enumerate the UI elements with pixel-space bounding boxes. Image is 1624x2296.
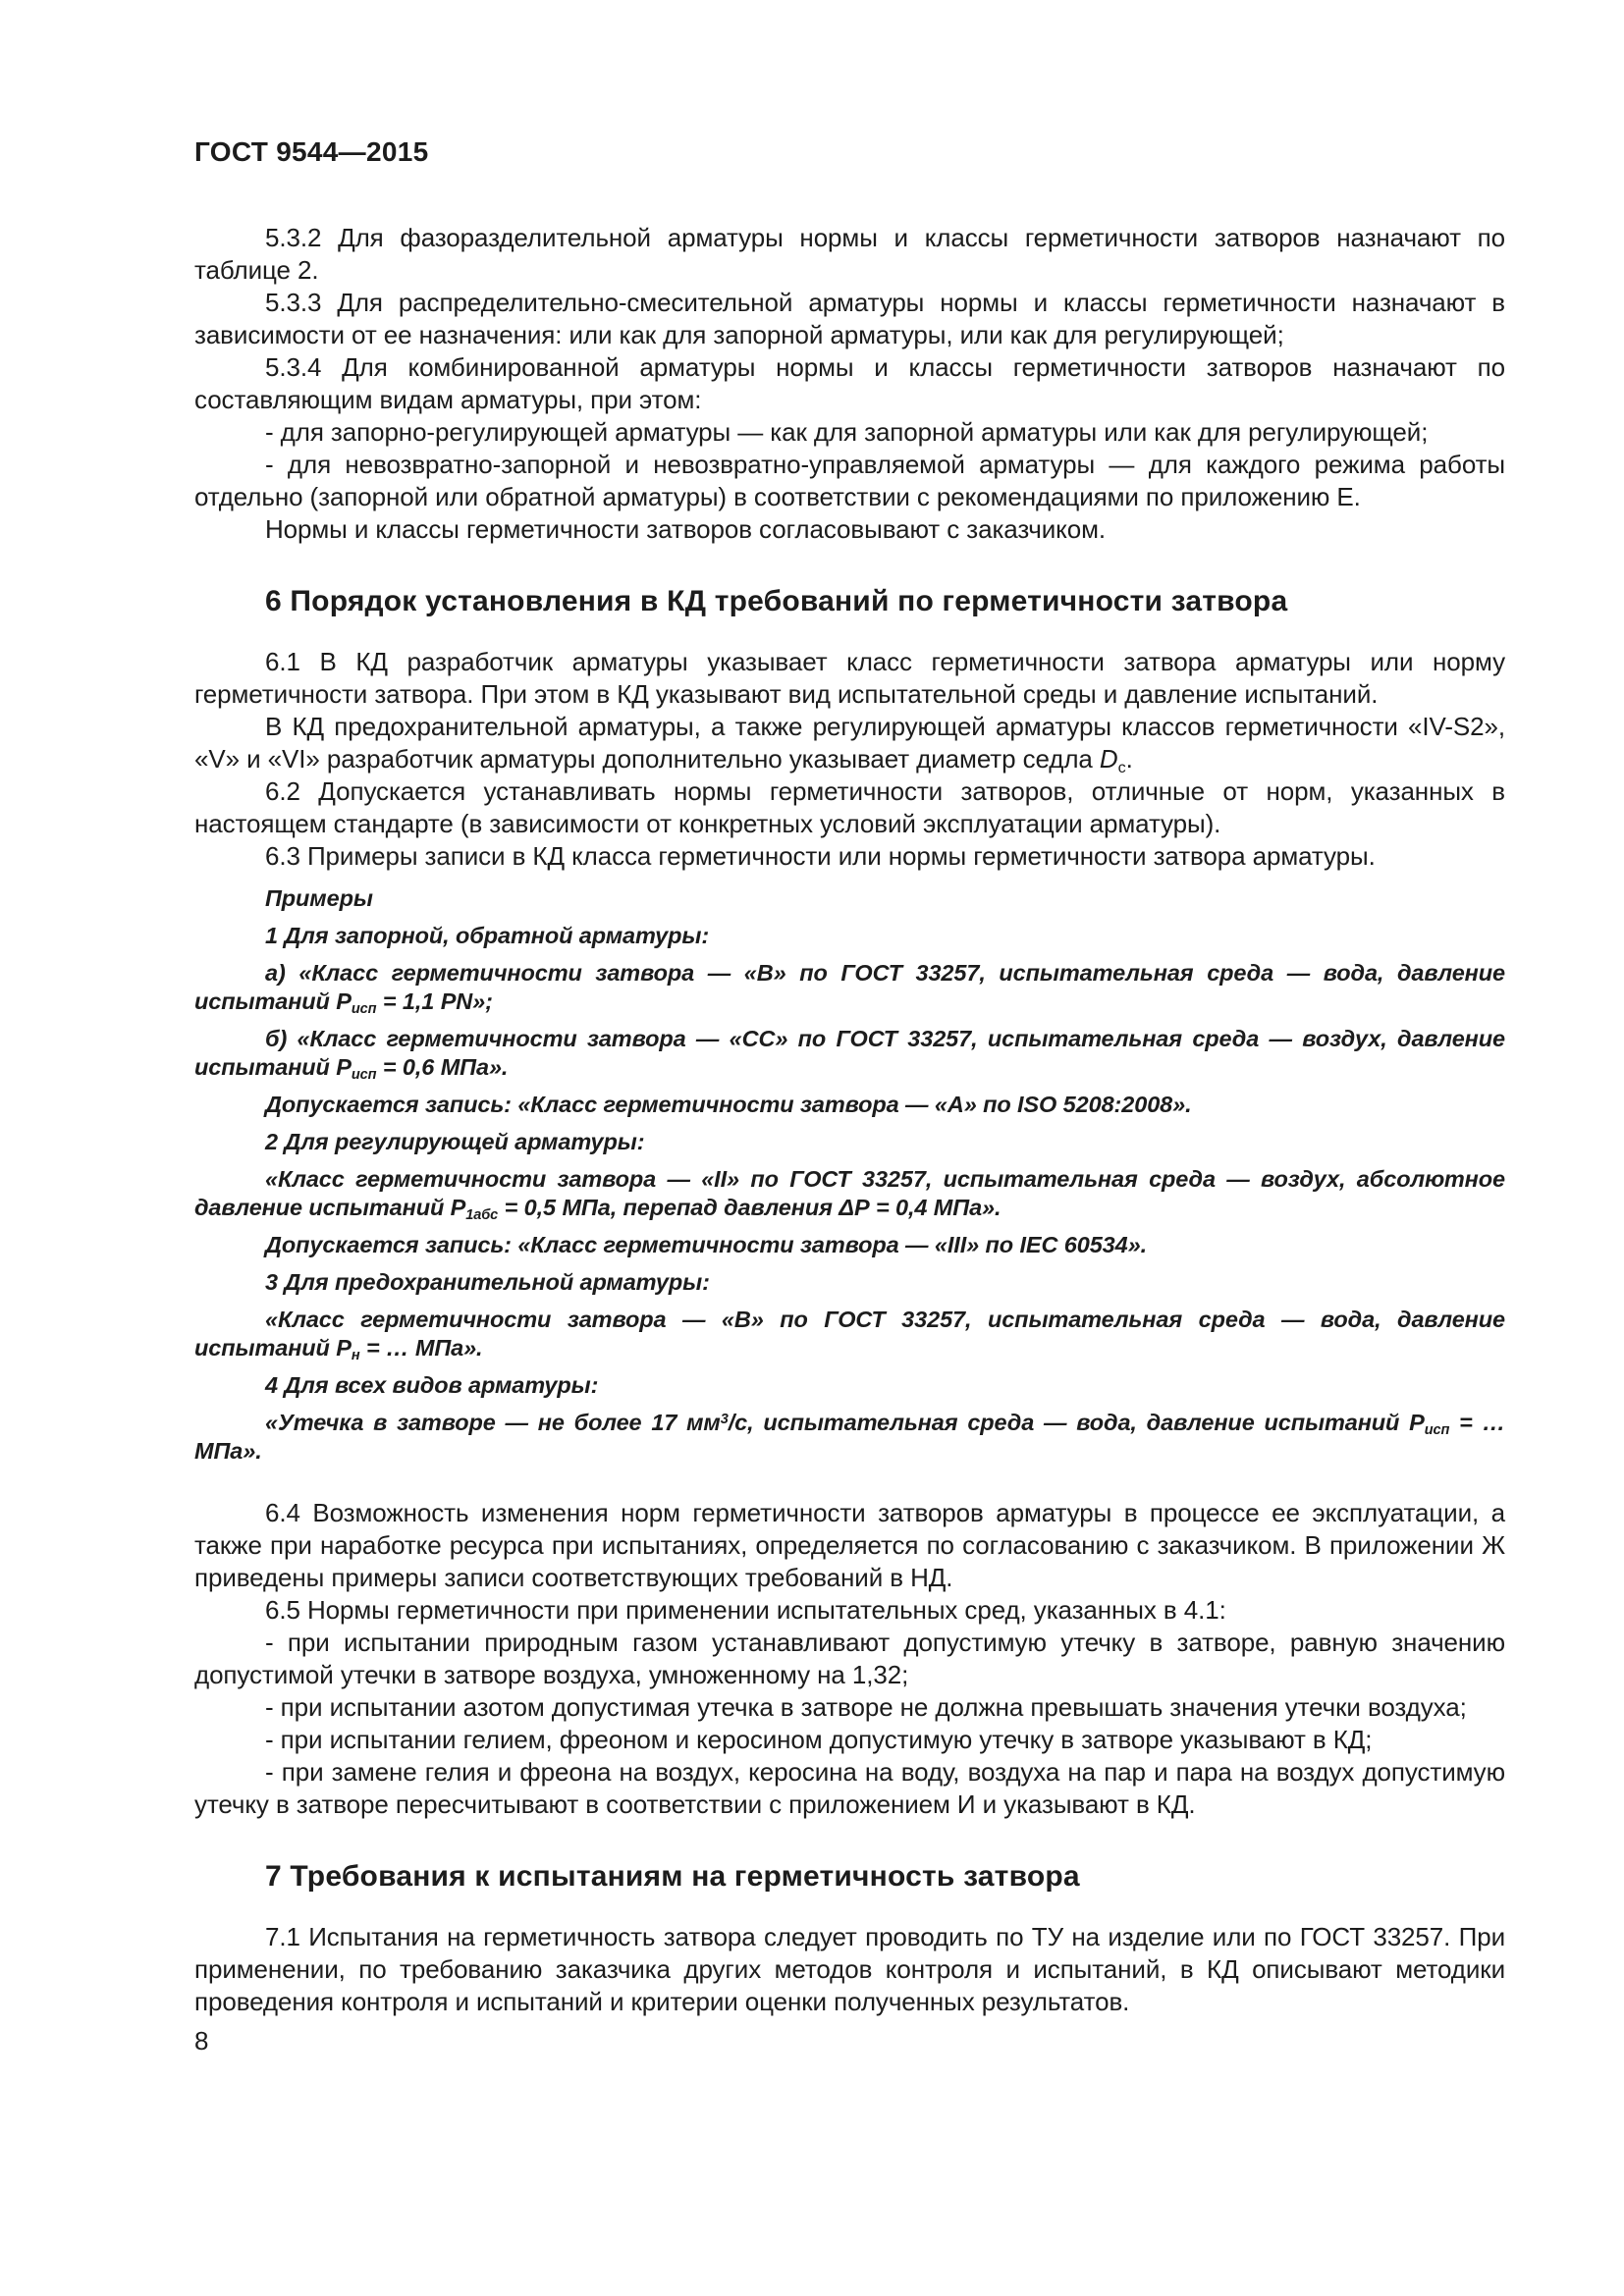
para-norms-agreed: Нормы и классы герметичности затворов согласовывают с заказчиком. — [265, 514, 1107, 544]
text-fragment: а) «Класс герметичности затвора — «В» по ГОСТ 33257, испытательная среда — вода, давление испытаний — [194, 960, 1505, 1014]
example-safety — [194, 1306, 1505, 1362]
para-6-3: 6.3 Примеры записи в КД класса герметичности или нормы герметичности затвора арматуры. — [265, 841, 1376, 871]
example-a — [194, 959, 1505, 1016]
examples-block — [194, 884, 1505, 1466]
list-item-non-return: - для невозвратно-запорной и невозвратно-управляемой арматуры — для каждого режима работы отдельно (запорной или обратной арматуры) в соответствии с рекомендациями по приложению Е. — [194, 450, 1505, 511]
subscript: 1абс — [465, 1207, 499, 1224]
text-fragment: б) «Класс герметичности затвора — «СС» по ГОСТ 33257, испытательная среда — воздух, давление испытаний — [194, 1026, 1505, 1080]
list-item-shutoff-regulating: - для запорно-регулирующей арматуры — как для запорной арматуры или как для регулирующей; — [265, 417, 1429, 447]
example-b — [194, 1025, 1505, 1082]
example-group-2: 2 Для регулирующей арматуры: — [265, 1129, 645, 1154]
subscript: с — [1117, 758, 1126, 776]
para-6-1b — [194, 711, 1505, 775]
para-6-4: 6.4 Возможность изменения норм герметичности затворов арматуры в процессе ее эксплуатации, а также при наработке ресурса при испытаниях, определяется по согласованию с заказчиком. В приложении Ж приведены примеры записи соответствующих требований в НД. — [194, 1498, 1505, 1592]
example-regulating — [194, 1165, 1505, 1222]
variable-pressure: Р — [450, 1195, 466, 1220]
text-fragment: = … МПа». — [194, 1410, 1505, 1464]
text-fragment: «Класс герметичности затвора — «В» по ГОСТ 33257, испытательная среда — вода, давление испытаний — [194, 1307, 1505, 1361]
text-fragment: /с, испытательная среда — вода, давление испытаний — [728, 1410, 1410, 1435]
section-7-heading: 7 Требования к испытаниям на герметичность затвора — [265, 1860, 1080, 1893]
text-fragment: = 1,1 PN»; — [376, 988, 493, 1014]
text-fragment: «Утечка в затворе — не более 17 мм — [265, 1410, 721, 1435]
text-fragment: В КД предохранительной арматуры, а также регулирующей арматуры классов герметичности «IV-S2», «V» и «VI» разработчик арматуры дополнительно указывает диаметр седла — [194, 712, 1505, 774]
text-fragment: «Класс герметичности затвора — «II» по ГОСТ 33257, испытательная среда — воздух, абсолютное давление испытаний — [194, 1166, 1505, 1220]
text-fragment: = 0,6 МПа». — [376, 1054, 509, 1080]
example-group-4: 4 Для всех видов арматуры: — [265, 1372, 599, 1398]
variable-pressure: Р — [336, 1054, 352, 1080]
list-item-helium-freon: - при испытании гелием, фреоном и керосином допустимую утечку в затворе указывают в КД; — [265, 1725, 1373, 1754]
example-note-iec: Допускается запись: «Класс герметичности затвора — «III» по IEC 60534». — [265, 1232, 1148, 1257]
para-5-3-2: 5.3.2 Для фазоразделительной арматуры нормы и классы герметичности затворов назначают по таблице 2. — [194, 223, 1505, 285]
example-group-3: 3 Для предохранительной арматуры: — [265, 1269, 710, 1295]
list-item-substitution: - при замене гелия и фреона на воздух, керосина на воду, воздуха на пар и пара на воздух допустимую утечку в затворе пересчитывают в соответствии с приложением И и указывают в КД. — [194, 1757, 1505, 1819]
subscript: исп — [351, 1001, 377, 1018]
variable-pressure: Р — [336, 988, 352, 1014]
variable-pressure: Р — [336, 1335, 352, 1361]
superscript: 3 — [720, 1412, 729, 1428]
text-fragment: . — [1125, 744, 1133, 774]
subscript: н — [351, 1348, 360, 1364]
para-7-1: 7.1 Испытания на герметичность затвора следует проводить по ТУ на изделие или по ГОСТ 33257. При применении, по требованию заказчика других методов контроля и испытаний, в КД описывают методики проведения контроля и испытаний и критерии оценки полученных результатов. — [194, 1922, 1505, 2016]
examples-title: Примеры — [265, 885, 373, 911]
para-6-2: 6.2 Допускается устанавливать нормы герметичности затворов, отличные от норм, указанных в настоящем стандарте (в зависимости от конкретных условий эксплуатации арматуры). — [194, 776, 1505, 838]
subscript: исп — [351, 1067, 377, 1084]
document-code: ГОСТ 9544—2015 — [194, 136, 429, 167]
text-fragment: = 0,5 МПа, перепад давления ΔР = 0,4 МПа». — [498, 1195, 1001, 1220]
variable-seat-diameter: D — [1099, 744, 1118, 774]
example-note-iso: Допускается запись: «Класс герметичности затвора — «А» по ISO 5208:2008». — [265, 1092, 1192, 1117]
text-fragment: = … МПа». — [359, 1335, 483, 1361]
para-6-1: 6.1 В КД разработчик арматуры указывает класс герметичности затвора арматуры или норму герметичности затвора. При этом в КД указывают вид испытательной среды и давление испытаний. — [194, 647, 1505, 709]
example-leakage — [194, 1409, 1505, 1466]
variable-pressure: Р — [1409, 1410, 1425, 1435]
para-5-3-3: 5.3.3 Для распределительно-смесительной арматуры нормы и классы герметичности назначают в зависимости от ее назначения: или как для запорной арматуры, или как для регулирующей; — [194, 288, 1505, 349]
page-number: 8 — [194, 2026, 209, 2056]
list-item-natural-gas: - при испытании природным газом устанавливают допустимую утечку в затворе, равную значению допустимой утечки в затворе воздуха, умноженному на 1,32; — [194, 1628, 1505, 1689]
list-item-nitrogen: - при испытании азотом допустимая утечка в затворе не должна превышать значения утечки воздуха; — [265, 1692, 1467, 1722]
para-6-5: 6.5 Нормы герметичности при применении испытательных сред, указанных в 4.1: — [265, 1595, 1226, 1625]
subscript: исп — [1424, 1422, 1450, 1439]
para-5-3-4: 5.3.4 Для комбинированной арматуры нормы и классы герметичности затворов назначают по составляющим видам арматуры, при этом: — [194, 352, 1505, 414]
example-group-1: 1 Для запорной, обратной арматуры: — [265, 923, 710, 948]
section-6-heading: 6 Порядок установления в КД требований по герметичности затвора — [265, 585, 1288, 617]
